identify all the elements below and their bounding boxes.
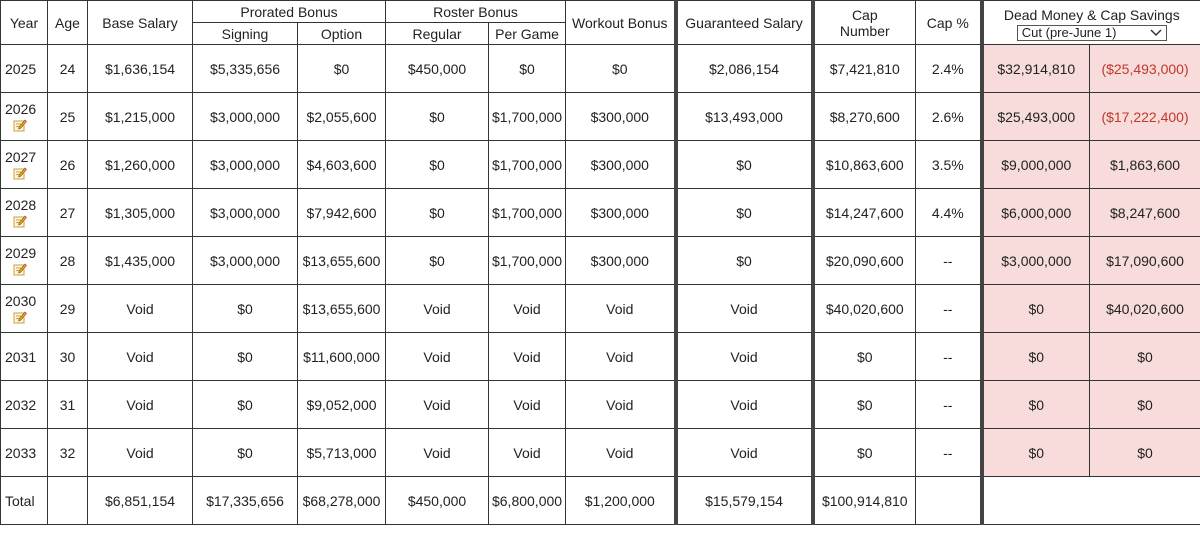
cell-age: 28 xyxy=(48,237,88,285)
cell-regular: Void xyxy=(386,285,489,333)
cell-guaranteed: $0 xyxy=(676,189,813,237)
header-roster-bonus: Roster Bonus xyxy=(386,1,566,23)
cell-guaranteed: Void xyxy=(676,285,813,333)
header-cap-number-line2: Number xyxy=(839,22,890,39)
cell-year xyxy=(1,333,48,381)
cell-regular: $0 xyxy=(386,189,489,237)
cell-workout: Void xyxy=(566,429,676,477)
cell-cap-savings: $0 xyxy=(1090,381,1200,429)
cell-per-game: $1,700,000 xyxy=(489,237,566,285)
header-base-salary: Base Salary xyxy=(88,1,193,45)
total-guaranteed: $15,579,154 xyxy=(676,477,813,525)
table-row xyxy=(1,381,1200,429)
cell-cap-savings: $1,863,600 xyxy=(1090,141,1200,189)
cell-cap-pct: 2.6% xyxy=(916,93,982,141)
totals-row xyxy=(1,477,1200,525)
total-label: Total xyxy=(1,477,48,525)
total-workout: $1,200,000 xyxy=(566,477,676,525)
total-regular: $450,000 xyxy=(386,477,489,525)
cell-cap-savings: $40,020,600 xyxy=(1090,285,1200,333)
header-prorated-bonus: Prorated Bonus xyxy=(193,1,386,23)
table-row xyxy=(1,93,1200,141)
cell-cap-savings: $0 xyxy=(1090,333,1200,381)
header-cap-number xyxy=(813,1,916,45)
header-option: Option xyxy=(298,23,386,45)
cell-base-salary: $1,636,154 xyxy=(88,45,193,93)
cell-cap-pct: 3.5% xyxy=(916,141,982,189)
cell-cap-pct: 2.4% xyxy=(916,45,982,93)
cell-dead-money: $6,000,000 xyxy=(982,189,1090,237)
cell-year xyxy=(1,381,48,429)
cell-year xyxy=(1,189,48,237)
cell-signing: $3,000,000 xyxy=(193,93,298,141)
cell-cap-savings: $0 xyxy=(1090,429,1200,477)
cell-cap-pct: -- xyxy=(916,429,982,477)
cell-year xyxy=(1,429,48,477)
cell-regular: $0 xyxy=(386,141,489,189)
cell-dead-money: $0 xyxy=(982,429,1090,477)
cell-age: 31 xyxy=(48,381,88,429)
cell-cap-pct: -- xyxy=(916,237,982,285)
table-row xyxy=(1,333,1200,381)
cell-year xyxy=(1,237,48,285)
cell-cap-number: $10,863,600 xyxy=(813,141,916,189)
cell-age: 30 xyxy=(48,333,88,381)
cell-age: 27 xyxy=(48,189,88,237)
year-label: 2026 xyxy=(5,101,37,117)
year-label: 2031 xyxy=(5,348,37,365)
cell-per-game: $1,700,000 xyxy=(489,141,566,189)
cell-signing: $0 xyxy=(193,333,298,381)
cell-regular: $450,000 xyxy=(386,45,489,93)
cell-year xyxy=(1,45,48,93)
header-per-game: Per Game xyxy=(489,23,566,45)
table-row xyxy=(1,141,1200,189)
cell-signing: $0 xyxy=(193,381,298,429)
total-per-game: $6,800,000 xyxy=(489,477,566,525)
cell-cap-number: $8,270,600 xyxy=(813,93,916,141)
cell-per-game: $1,700,000 xyxy=(489,93,566,141)
cell-dead-money: $25,493,000 xyxy=(982,93,1090,141)
cell-guaranteed: $2,086,154 xyxy=(676,45,813,93)
chevron-down-icon xyxy=(1150,29,1162,37)
cell-base-salary: $1,260,000 xyxy=(88,141,193,189)
cell-dead-money: $3,000,000 xyxy=(982,237,1090,285)
header-cap-pct: Cap % xyxy=(916,1,982,45)
header-signing: Signing xyxy=(193,23,298,45)
cell-guaranteed: $13,493,000 xyxy=(676,93,813,141)
total-cap: $100,914,810 xyxy=(813,477,916,525)
cell-cap-number: $20,090,600 xyxy=(813,237,916,285)
header-workout-bonus: Workout Bonus xyxy=(566,1,676,45)
cell-signing: $0 xyxy=(193,285,298,333)
cell-base-salary: Void xyxy=(88,333,193,381)
cell-cap-pct: -- xyxy=(916,381,982,429)
note-edit-icon[interactable] xyxy=(13,214,27,228)
header-year: Year xyxy=(1,1,48,45)
cell-dead-money: $0 xyxy=(982,285,1090,333)
cell-workout: $0 xyxy=(566,45,676,93)
total-base: $6,851,154 xyxy=(88,477,193,525)
year-label: 2029 xyxy=(5,245,37,261)
header-regular: Regular xyxy=(386,23,489,45)
cell-per-game: Void xyxy=(489,285,566,333)
total-option: $68,278,000 xyxy=(298,477,386,525)
table-row xyxy=(1,45,1200,93)
year-label: 2027 xyxy=(5,149,37,165)
cell-year xyxy=(1,141,48,189)
cell-base-salary: $1,215,000 xyxy=(88,93,193,141)
cell-guaranteed: Void xyxy=(676,381,813,429)
note-edit-icon[interactable] xyxy=(13,310,27,324)
cell-cap-number: $14,247,600 xyxy=(813,189,916,237)
cell-per-game: $0 xyxy=(489,45,566,93)
cell-workout: $300,000 xyxy=(566,141,676,189)
cell-base-salary: Void xyxy=(88,381,193,429)
scenario-select-value: Cut (pre-June 1) xyxy=(1021,25,1117,40)
cell-workout: Void xyxy=(566,333,676,381)
cell-signing: $5,335,656 xyxy=(193,45,298,93)
cell-signing: $3,000,000 xyxy=(193,189,298,237)
cell-guaranteed: $0 xyxy=(676,237,813,285)
cell-option: $5,713,000 xyxy=(298,429,386,477)
cell-cap-savings: $17,090,600 xyxy=(1090,237,1200,285)
cell-cap-savings: ($25,493,000) xyxy=(1090,45,1200,93)
cell-guaranteed: Void xyxy=(676,333,813,381)
table-body xyxy=(1,45,1200,477)
cell-workout: $300,000 xyxy=(566,93,676,141)
cell-age: 26 xyxy=(48,141,88,189)
header-cap-number-line1: Cap xyxy=(851,6,878,23)
cell-cap-savings: $8,247,600 xyxy=(1090,189,1200,237)
cell-regular: Void xyxy=(386,333,489,381)
cell-base-salary: Void xyxy=(88,429,193,477)
cell-option: $11,600,000 xyxy=(298,333,386,381)
cell-cap-number: $40,020,600 xyxy=(813,285,916,333)
cell-workout: $300,000 xyxy=(566,189,676,237)
cell-workout: $300,000 xyxy=(566,237,676,285)
cell-age: 24 xyxy=(48,45,88,93)
table-row xyxy=(1,429,1200,477)
cell-base-salary: $1,435,000 xyxy=(88,237,193,285)
note-edit-icon[interactable] xyxy=(13,118,27,132)
cell-cap-number: $7,421,810 xyxy=(813,45,916,93)
cell-guaranteed: $0 xyxy=(676,141,813,189)
year-label: 2030 xyxy=(5,293,37,309)
note-edit-icon[interactable] xyxy=(13,166,27,180)
header-guaranteed-salary: Guaranteed Salary xyxy=(676,1,813,45)
year-label: 2025 xyxy=(5,60,37,77)
cell-option: $7,942,600 xyxy=(298,189,386,237)
scenario-select[interactable] xyxy=(1017,25,1167,41)
total-signing: $17,335,656 xyxy=(193,477,298,525)
total-cap-pct xyxy=(916,477,982,525)
cell-per-game: Void xyxy=(489,333,566,381)
cell-signing: $0 xyxy=(193,429,298,477)
cell-option: $4,603,600 xyxy=(298,141,386,189)
cell-per-game: $1,700,000 xyxy=(489,189,566,237)
cell-cap-number: $0 xyxy=(813,381,916,429)
table-row xyxy=(1,237,1200,285)
cell-year xyxy=(1,93,48,141)
year-label: 2032 xyxy=(5,396,37,413)
cell-option: $0 xyxy=(298,45,386,93)
cell-cap-number: $0 xyxy=(813,333,916,381)
year-label: 2028 xyxy=(5,197,37,213)
dead-money-title: Dead Money & Cap Savings xyxy=(1003,6,1180,23)
total-age xyxy=(48,477,88,525)
cell-dead-money: $0 xyxy=(982,333,1090,381)
cell-regular: Void xyxy=(386,429,489,477)
cell-cap-pct: -- xyxy=(916,333,982,381)
cell-cap-number: $0 xyxy=(813,429,916,477)
header-dead-money xyxy=(982,1,1200,45)
cell-option: $13,655,600 xyxy=(298,237,386,285)
cell-regular: Void xyxy=(386,381,489,429)
cell-regular: $0 xyxy=(386,93,489,141)
cell-option: $2,055,600 xyxy=(298,93,386,141)
cell-age: 25 xyxy=(48,93,88,141)
table-row xyxy=(1,285,1200,333)
cell-age: 29 xyxy=(48,285,88,333)
table-row xyxy=(1,189,1200,237)
cell-signing: $3,000,000 xyxy=(193,141,298,189)
cell-option: $9,052,000 xyxy=(298,381,386,429)
cell-base-salary: $1,305,000 xyxy=(88,189,193,237)
cell-dead-money: $32,914,810 xyxy=(982,45,1090,93)
cell-workout: Void xyxy=(566,285,676,333)
cell-per-game: Void xyxy=(489,381,566,429)
cell-workout: Void xyxy=(566,381,676,429)
cell-option: $13,655,600 xyxy=(298,285,386,333)
cell-dead-money: $0 xyxy=(982,381,1090,429)
cell-dead-money: $9,000,000 xyxy=(982,141,1090,189)
cell-signing: $3,000,000 xyxy=(193,237,298,285)
cell-base-salary: Void xyxy=(88,285,193,333)
cell-regular: $0 xyxy=(386,237,489,285)
cell-guaranteed: Void xyxy=(676,429,813,477)
total-dead-empty xyxy=(982,477,1200,525)
cell-cap-pct: -- xyxy=(916,285,982,333)
year-label: 2033 xyxy=(5,444,37,461)
note-edit-icon[interactable] xyxy=(13,262,27,276)
cell-per-game: Void xyxy=(489,429,566,477)
cell-age: 32 xyxy=(48,429,88,477)
cell-cap-pct: 4.4% xyxy=(916,189,982,237)
header-age: Age xyxy=(48,1,88,45)
cell-year xyxy=(1,285,48,333)
cell-cap-savings: ($17,222,400) xyxy=(1090,93,1200,141)
